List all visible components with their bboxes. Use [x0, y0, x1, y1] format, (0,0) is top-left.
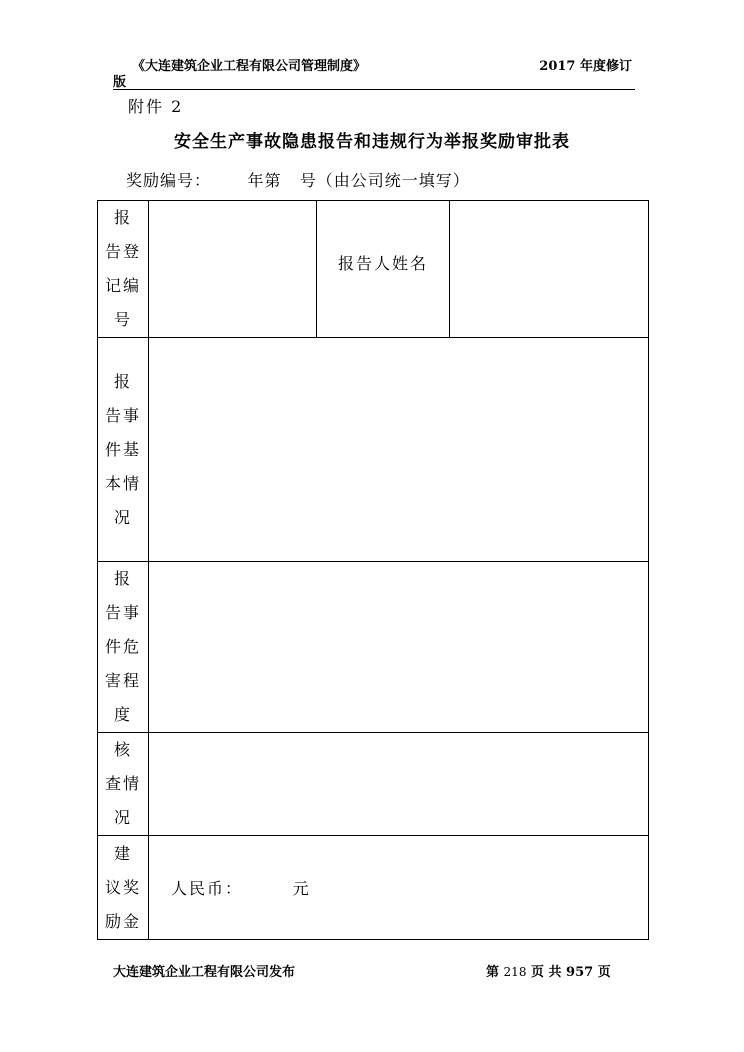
- header-version-suffix: 版: [113, 75, 127, 90]
- footer-page-current: 218: [503, 965, 527, 979]
- basic-info-label: 报 告事 件基 本情 况: [98, 338, 149, 562]
- verification-label: 核 查情 况: [98, 733, 149, 836]
- reporter-name-field[interactable]: [450, 201, 649, 338]
- header-title: 《大连建筑企业工程有限公司管理制度》: [132, 59, 367, 74]
- approval-form-table: [97, 200, 649, 940]
- attachment-label: 附件 2: [128, 97, 184, 116]
- footer-publisher: 大连建筑企业工程有限公司发布: [113, 965, 296, 980]
- reg-no-label: 报 告登 记编 号: [98, 201, 149, 338]
- footer-page-total: 957: [566, 965, 594, 980]
- reporter-name-label: 报告人姓名: [317, 201, 450, 338]
- header-rule: [113, 89, 635, 90]
- row-hazard: [98, 562, 649, 733]
- document-title: 安全生产事故隐患报告和违规行为举报奖励审批表: [174, 132, 570, 152]
- header-version-year: 2017 年度修订: [539, 59, 632, 74]
- hazard-field[interactable]: [149, 562, 649, 733]
- basic-info-field[interactable]: [149, 338, 649, 562]
- footer-page-counter: 第 218 页 共 957 页: [486, 965, 611, 980]
- reward-label: 建 议奖 励金: [98, 836, 149, 940]
- row-basic-info: [98, 338, 649, 562]
- award-number-line: 奖励编号： 年第 号（由公司统一填写）: [126, 171, 470, 190]
- hazard-label: 报 告事 件危 害程 度: [98, 562, 149, 733]
- verification-field[interactable]: [149, 733, 649, 836]
- row-verification: [98, 733, 649, 836]
- row-reward: [98, 836, 649, 940]
- reward-amount-field[interactable]: 人民币： 元: [149, 836, 649, 940]
- row-registration: [98, 201, 649, 338]
- reg-no-field[interactable]: [149, 201, 317, 338]
